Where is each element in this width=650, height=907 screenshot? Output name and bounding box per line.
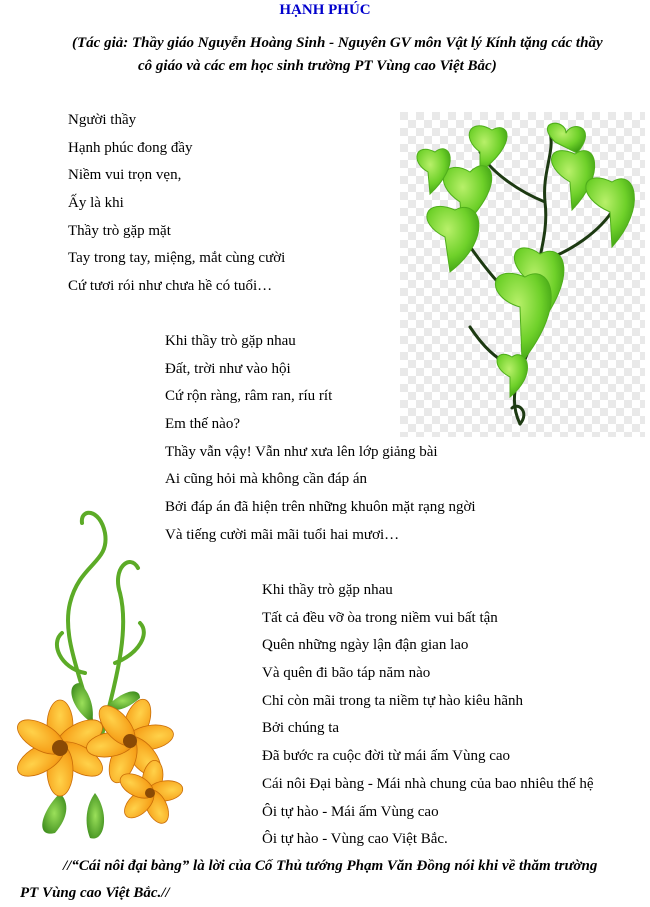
verse-line: Cái nôi Đại bàng - Mái nhà chung của bao nhiêu thế hệ (262, 775, 594, 792)
author-dedication (72, 32, 647, 78)
verse-line: Em thế nào? (165, 416, 240, 433)
verse-line: Ai cũng hỏi mà không cần đáp án (165, 471, 368, 488)
author-line-2: cô giáo và các em học sinh trường PT Vùng cao Việt Bắc) (138, 58, 497, 74)
verse-line: Ôi tự hào - Vùng cao Việt Bắc. (262, 831, 448, 848)
verse-line: Ấy là khi (68, 195, 124, 212)
verse-line: Thầy trò gặp mặt (68, 222, 171, 239)
green-leaf-vine-image (400, 112, 645, 437)
verse-line: Và quên đi bão táp năm nào (262, 665, 431, 682)
footnote-line-2: PT Vùng cao Việt Bắc.// (20, 885, 170, 901)
verse-line: Tất cả đều vỡ òa trong niềm vui bất tận (262, 609, 498, 626)
footnote-line-1: //“Cái nôi đại bàng” là lời của Cố Thủ tướng Phạm Văn Đồng nói khi về thăm trường (63, 858, 598, 874)
verse-line: Bởi đáp án đã hiện trên những khuôn mặt rạng ngời (165, 499, 476, 516)
verse-line: Thầy vẫn vậy! Vẫn như xưa lên lớp giảng bài (165, 443, 438, 460)
verse-line: Đất, trời như vào hội (165, 360, 291, 377)
verse-line: Cứ rộn ràng, râm ran, ríu rít (165, 388, 333, 405)
author-line-1: (Tác giả: Thầy giáo Nguyễn Hoàng Sinh - Nguyên GV môn Vật lý Kính tặng các thầy (72, 35, 603, 51)
poem-title: HẠNH PHÚC (279, 2, 371, 18)
verse-line: Cứ tươi rói như chưa hề có tuổi… (68, 278, 273, 295)
verse-line: Đã bước ra cuộc đời từ mái ấm Vùng cao (262, 748, 511, 765)
verse-line: Và tiếng cười mãi mãi tuổi hai mươi… (165, 526, 400, 543)
stanza-1 (68, 107, 285, 301)
verse-line: Bởi chúng ta (262, 720, 340, 737)
verse-line: Niềm vui trọn vẹn, (68, 167, 182, 184)
verse-line: Tay trong tay, miệng, mắt cùng cười (68, 250, 286, 267)
verse-line: Khi thầy trò gặp nhau (165, 333, 296, 349)
verse-line: Ôi tự hào - Mái ấm Vùng cao (262, 803, 439, 820)
verse-line: Chỉ còn mãi trong ta niềm tự hào kiêu hãnh (262, 692, 523, 709)
stanza-3 (262, 577, 594, 854)
footnote (20, 853, 645, 907)
verse-line: Người thầy (68, 112, 137, 128)
verse-line: Hạnh phúc đong đầy (68, 139, 193, 156)
verse-line: Khi thầy trò gặp nhau (262, 582, 393, 598)
yellow-flower-vine-image (0, 493, 200, 855)
verse-line: Quên những ngày lận đận gian lao (262, 637, 469, 654)
